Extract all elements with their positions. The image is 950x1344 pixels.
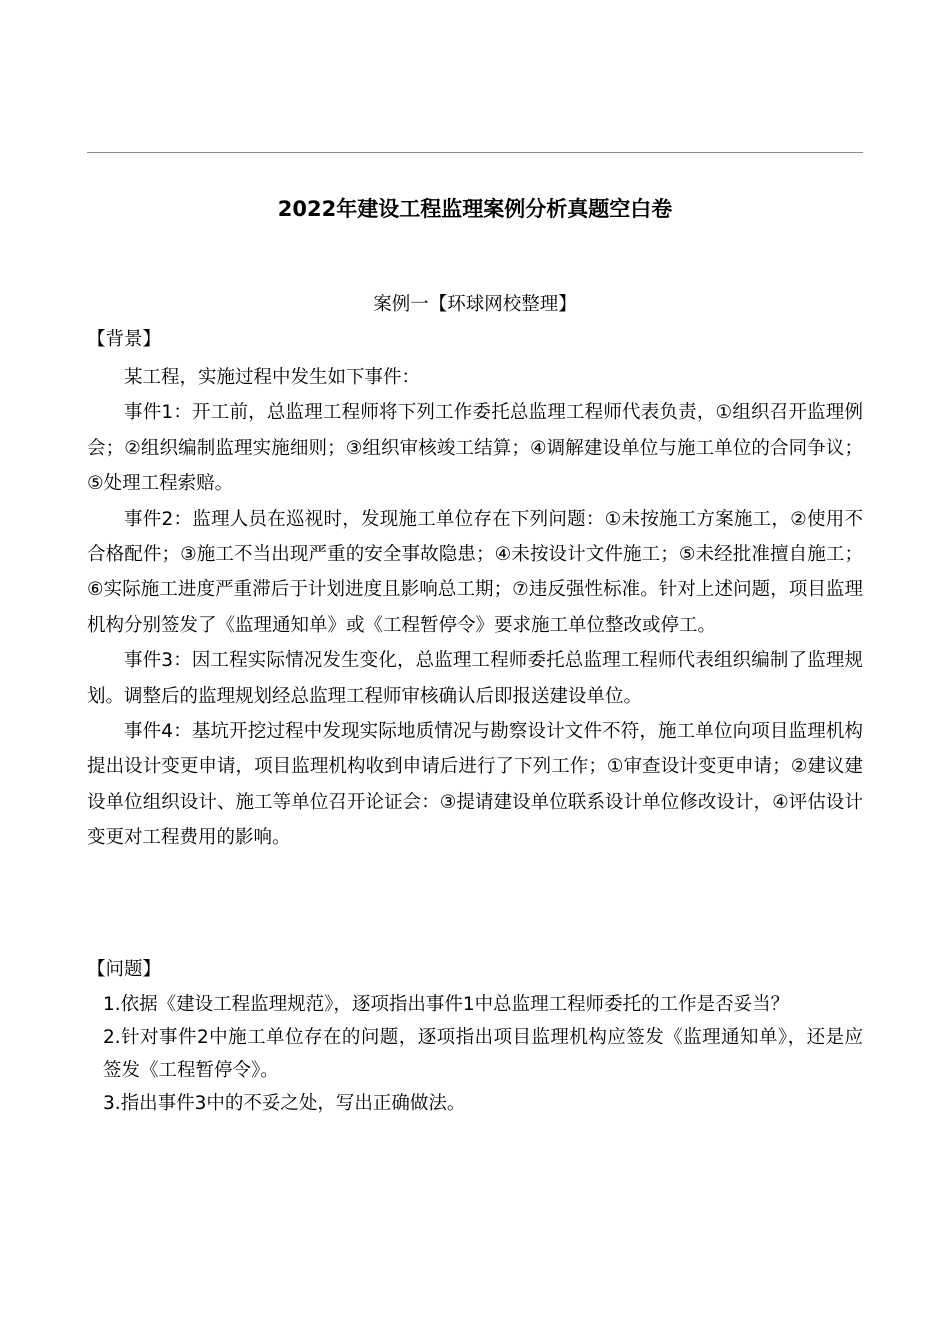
event-3-paragraph: 事件3：因工程实际情况发生变化，总监理工程师委托总监理工程师代表组织编制了监理规划。调整后的监理规划经总监理工程师审核确认后即报送建设单位。 (87, 650, 863, 707)
event-4-paragraph: 事件4：基坑开挖过程中发现实际地质情况与勘察设计文件不符，施工单位向项目监理机构提出设计变更申请，项目监理机构收到申请后进行了下列工作；①审查设计变更申请；②建议建设单位组织设计、施工等单位召开论证会：③提请建设单位联系设计单位修改设计，④评估设计变更对工程费用的影响。 (87, 721, 863, 849)
question-item: 1.依据《建设工程监理规范》，逐项指出事件1中总监理工程师委托的工作是否妥当？ (103, 994, 790, 1015)
header-divider (87, 152, 863, 153)
background-body (87, 360, 863, 856)
question-item: 3.指出事件3中的不妥之处，写出正确做法。 (103, 1093, 466, 1114)
questions-heading: 【问题】 (87, 959, 162, 980)
background-intro: 某工程，实施过程中发生如下事件： (124, 367, 421, 388)
case-title: 案例一【环球网校整理】 (373, 294, 577, 315)
event-1-paragraph: 事件1：开工前，总监理工程师将下列工作委托总监理工程师代表负责，①组织召开监理例会；②组织编制监理实施细则；③组织审核竣工结算；④调解建设单位与施工单位的合同争议；⑤处理工程索赔。 (87, 402, 863, 495)
questions-list (87, 988, 863, 1120)
document-title: 2022年建设工程监理案例分析真题空白卷 (277, 197, 673, 221)
event-2-paragraph: 事件2：监理人员在巡视时，发现施工单位存在下列问题：①未按施工方案施工，②使用不合格配件；③施工不当出现严重的安全事故隐患；④未按设计文件施工；⑤未经批准擅自施工；⑥实际施工进度严重滞后于计划进度且影响总工期；⑦违反强性标准。针对上述问题，项目监理机构分别签发了《监理通知单》或《工程暂停令》要求施工单位整改或停工。 (87, 508, 863, 636)
background-heading: 【背景】 (87, 329, 162, 350)
question-item: 2.针对事件2中施工单位存在的问题，逐项指出项目监理机构应签发《监理通知单》，还是应签发《工程暂停令》。 (103, 1027, 863, 1081)
